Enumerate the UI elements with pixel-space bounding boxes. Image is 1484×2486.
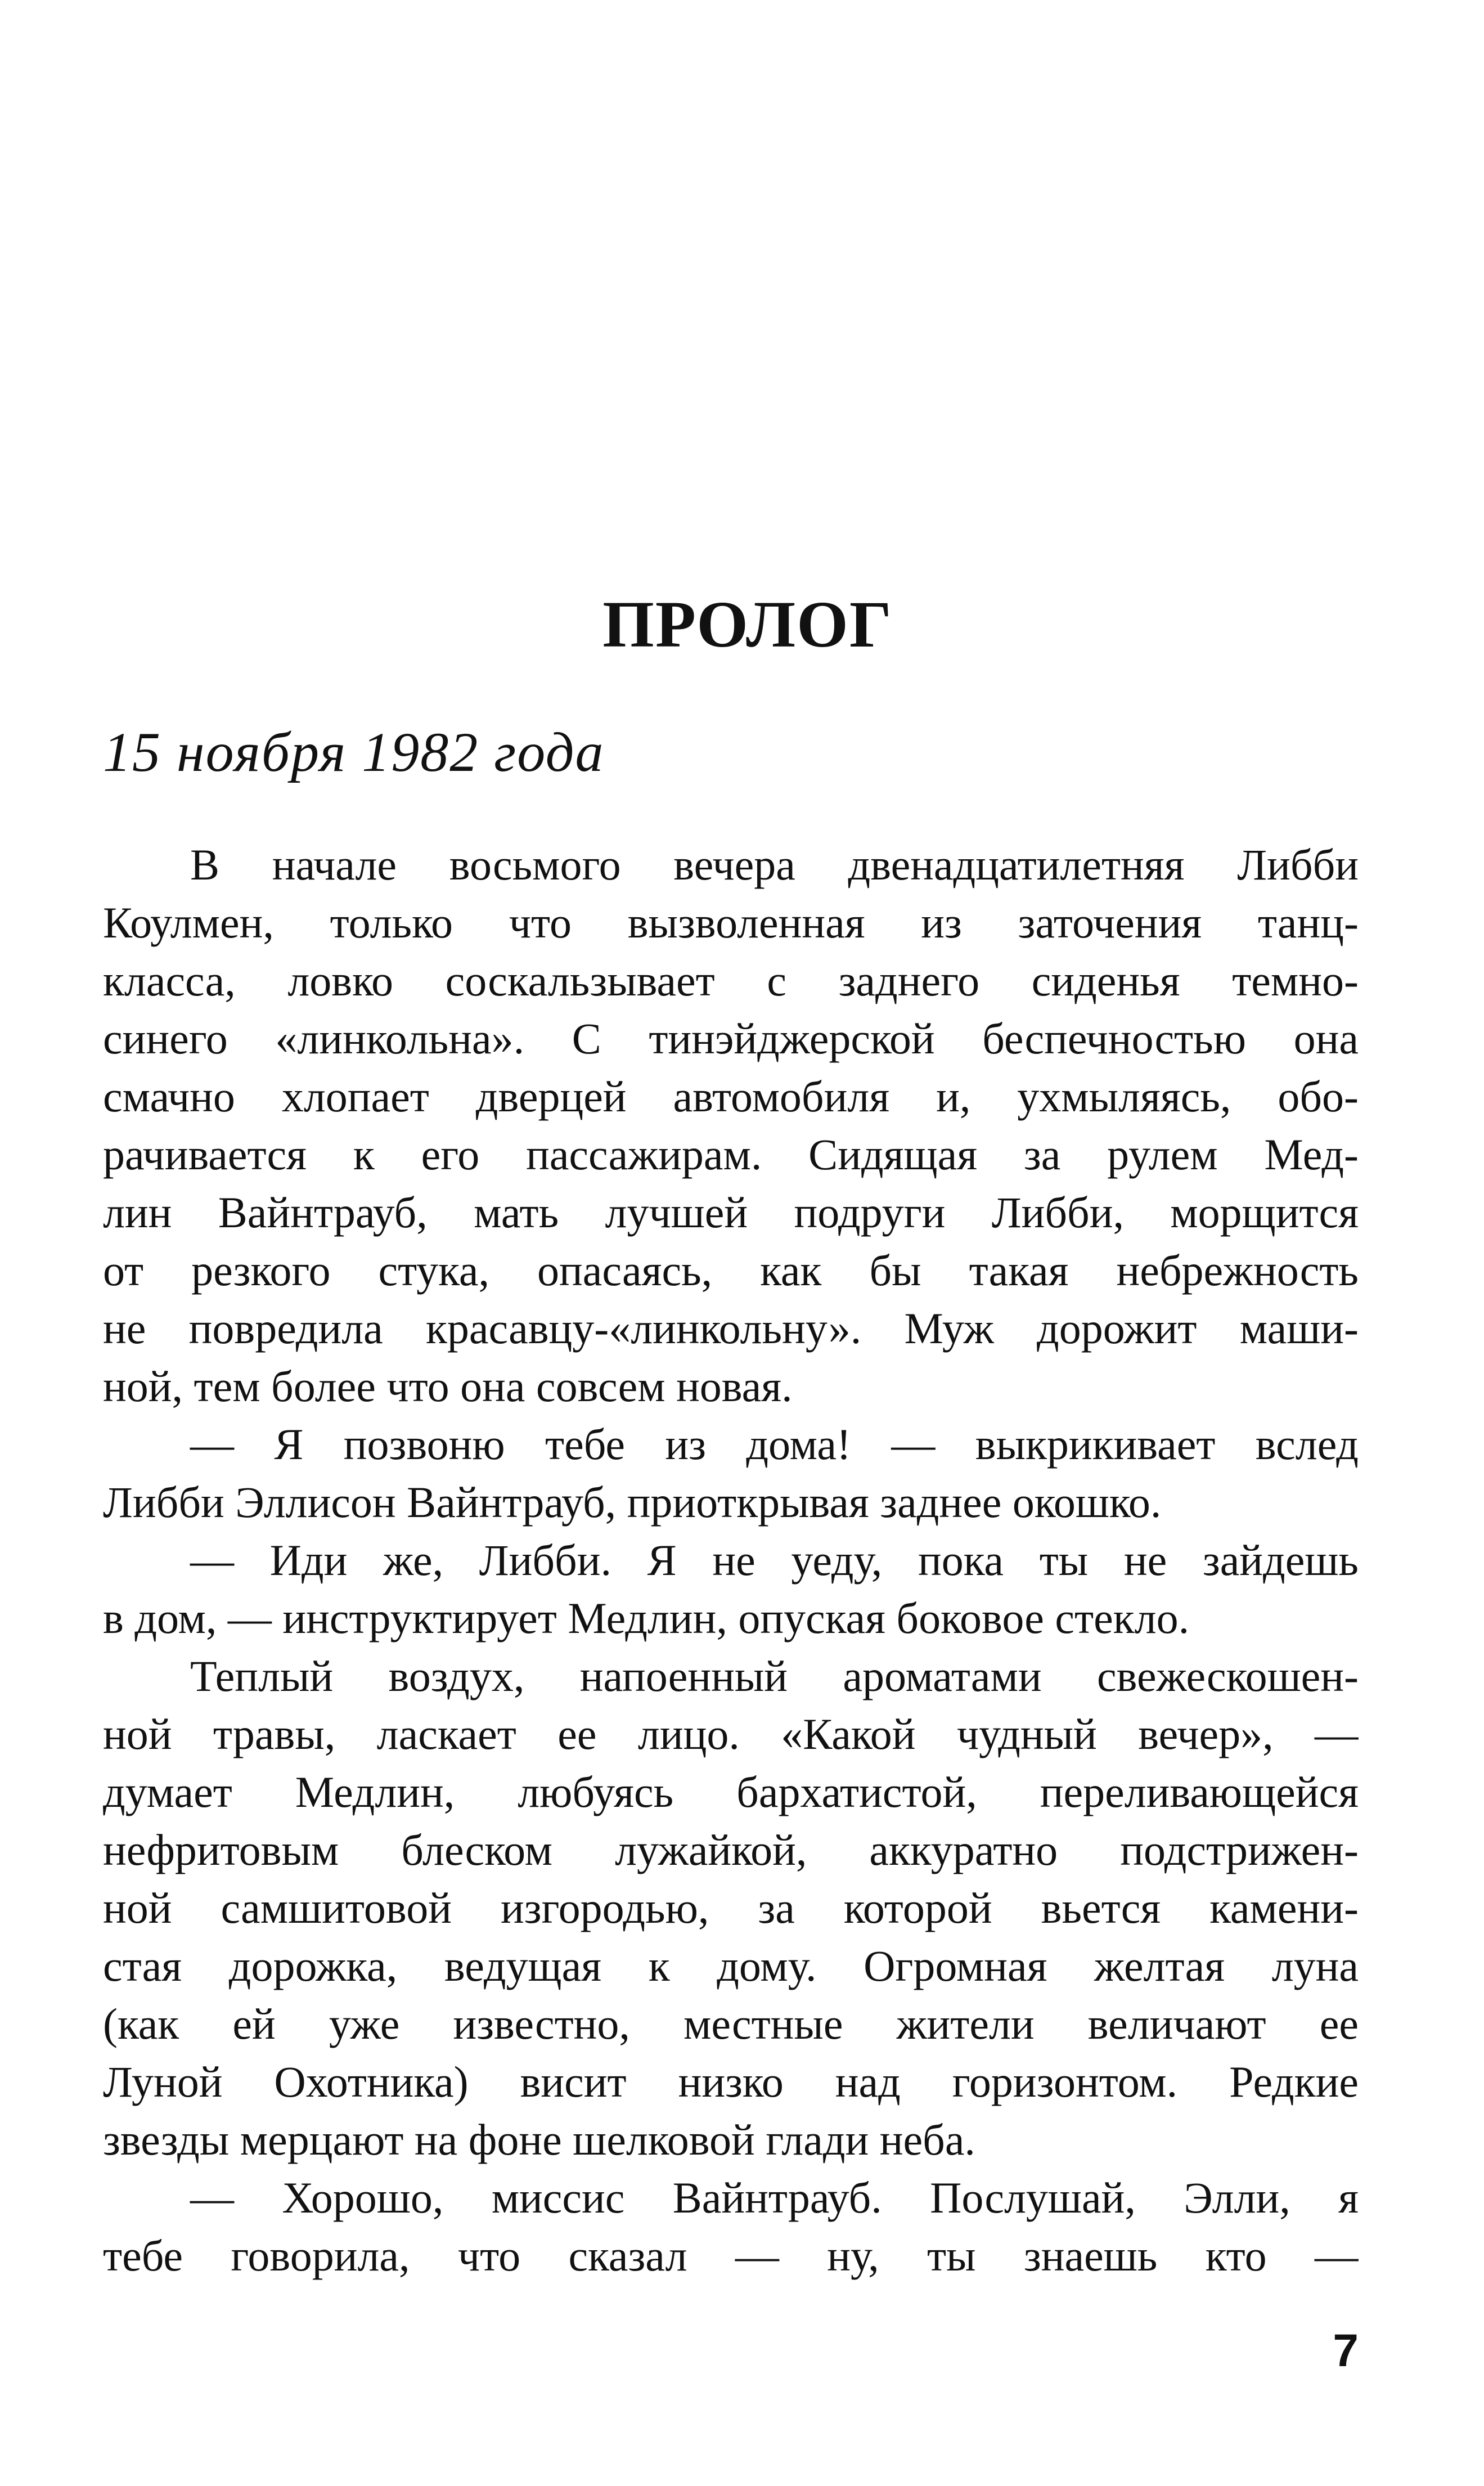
text-line: — Иди же, Либби. Я не уеду, пока ты не зайдешь: [190, 1536, 1359, 1585]
text-line: в дом, — инструктирует Медлин, опуская боковое стекло.: [103, 1594, 1190, 1643]
text-line: от резкого стука, опасаясь, как бы такая небрежность: [103, 1246, 1359, 1295]
text-line: рачивается к его пассажирам. Сидящая за рулем Мед-: [103, 1130, 1359, 1179]
text-line: ной травы, ласкает ее лицо. «Какой чудный вечер», —: [103, 1709, 1359, 1758]
text-line: Теплый воздух, напоенный ароматами свежескошен-: [190, 1652, 1359, 1700]
text-line: не повредила красавцу-«линкольну». Муж дорожит маши-: [103, 1304, 1359, 1353]
text-line: синего «линкольна». С тинэйджерской беспечностью она: [103, 1014, 1359, 1063]
text-line: думает Медлин, любуясь бархатистой, переливающейся: [103, 1767, 1359, 1816]
text-line: лин Вайнтрауб, мать лучшей подруги Либби, морщится: [103, 1188, 1359, 1237]
text-line: (как ей уже известно, местные жители величают ее: [103, 1999, 1359, 2048]
text-line: Луной Охотника) висит низко над горизонтом. Редкие: [103, 2057, 1359, 2106]
date-line: 15 ноября 1982 года: [103, 721, 605, 783]
text-line: — Хорошо, миссис Вайнтрауб. Послушай, Элли, я: [190, 2173, 1359, 2222]
text-line: стая дорожка, ведущая к дому. Огромная желтая луна: [103, 1941, 1359, 1990]
page-number: 7: [1333, 2325, 1359, 2376]
text-line: Коулмен, только что вызволенная из заточения танц-: [103, 898, 1359, 947]
text-line: тебе говорила, что сказал — ну, ты знаешь кто —: [103, 2231, 1359, 2280]
text-line: — Я позвоню тебе из дома! — выкрикивает вслед: [190, 1420, 1359, 1469]
text-line: ной, тем более что она совсем новая.: [103, 1362, 793, 1411]
chapter-title: ПРОЛОГ: [602, 587, 893, 661]
text-line: смачно хлопает дверцей автомобиля и, ухмыляясь, обо-: [103, 1072, 1359, 1121]
text-line: нефритовым блеском лужайкой, аккуратно подстрижен-: [103, 1825, 1359, 1874]
text-line: класса, ловко соскальзывает с заднего сиденья темно-: [103, 956, 1359, 1005]
text-line: В начале восьмого вечера двенадцатилетняя Либби: [190, 840, 1359, 889]
text-line: Либби Эллисон Вайнтрауб, приоткрывая заднее окошко.: [103, 1478, 1162, 1527]
text-line: звезды мерцают на фоне шелковой глади неба.: [103, 2115, 975, 2164]
body-text: [103, 836, 1359, 2285]
text-line: ной самшитовой изгородью, за которой вьется камени-: [103, 1883, 1359, 1932]
